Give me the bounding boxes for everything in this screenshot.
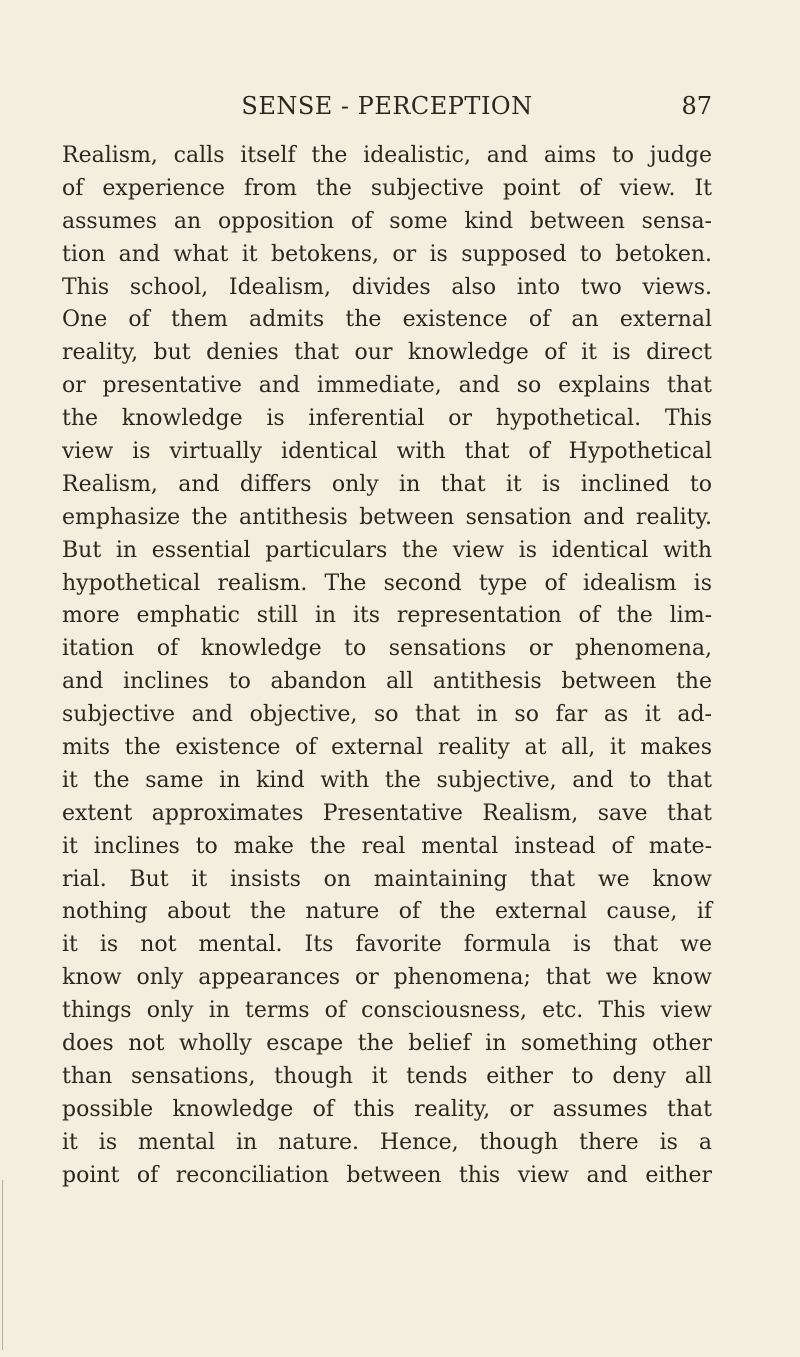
text-line: the knowledge is inferential or hypothetical. This <box>62 406 712 432</box>
page-number: 87 <box>681 92 712 120</box>
text-line: mits the existence of external reality at all, it makes <box>62 735 712 761</box>
text-line: Realism, calls itself the idealistic, and aims to judge <box>62 143 712 168</box>
text-line: more emphatic still in its representation of the lim- <box>62 603 712 629</box>
text-line: does not wholly escape the belief in something other <box>62 1031 712 1057</box>
running-title: SENSE - PERCEPTION <box>241 92 533 120</box>
text-line: This school, Idealism, divides also into two views. <box>62 274 712 300</box>
text-line: reality, but denies that our knowledge of it is direct <box>62 340 712 366</box>
text-line: One of them admits the existence of an external <box>62 307 712 333</box>
text-line: of experience from the subjective point of view. It <box>62 175 712 201</box>
text-line: itation of knowledge to sensations or phenomena, <box>62 636 712 662</box>
text-line: point of reconciliation between this view and either <box>62 1162 712 1188</box>
text-line: it is not mental. Its favorite formula is that we <box>62 932 712 958</box>
text-line: But in essential particulars the view is identical with <box>62 537 712 563</box>
text-line: than sensations, though it tends either to deny all <box>62 1063 712 1089</box>
text-line: emphasize the antithesis between sensation and reality. <box>62 504 712 530</box>
text-line: things only in terms of consciousness, etc. This view <box>62 998 712 1024</box>
text-line: Realism, and differs only in that it is inclined to <box>62 471 712 497</box>
text-line: it the same in kind with the subjective, and to that <box>62 767 712 793</box>
text-line: subjective and objective, so that in so far as it ad- <box>62 702 712 728</box>
text-line: view is virtually identical with that of Hypothetical <box>62 439 712 465</box>
text-line: know only appearances or phenomena; that we know <box>62 965 712 991</box>
text-line: hypothetical realism. The second type of idealism is <box>62 570 712 596</box>
running-head <box>62 92 712 126</box>
text-line: tion and what it betokens, or is supposed to betoken. <box>62 241 712 267</box>
body-text <box>62 140 712 1193</box>
text-line: possible knowledge of this reality, or assumes that <box>62 1096 712 1122</box>
text-line: or presentative and immediate, and so explains that <box>62 373 712 399</box>
text-line: rial. But it insists on maintaining that we know <box>62 866 712 892</box>
text-line: and inclines to abandon all antithesis between the <box>62 669 712 695</box>
page-edge-shadow <box>2 1180 3 1350</box>
text-line: it inclines to make the real mental instead of mate- <box>62 833 712 859</box>
text-line: assumes an opposition of some kind between sensa- <box>62 208 712 234</box>
text-line: it is mental in nature. Hence, though there is a <box>62 1129 712 1155</box>
text-line: extent approximates Presentative Realism, save that <box>62 800 712 826</box>
text-line: nothing about the nature of the external cause, if <box>62 899 712 925</box>
